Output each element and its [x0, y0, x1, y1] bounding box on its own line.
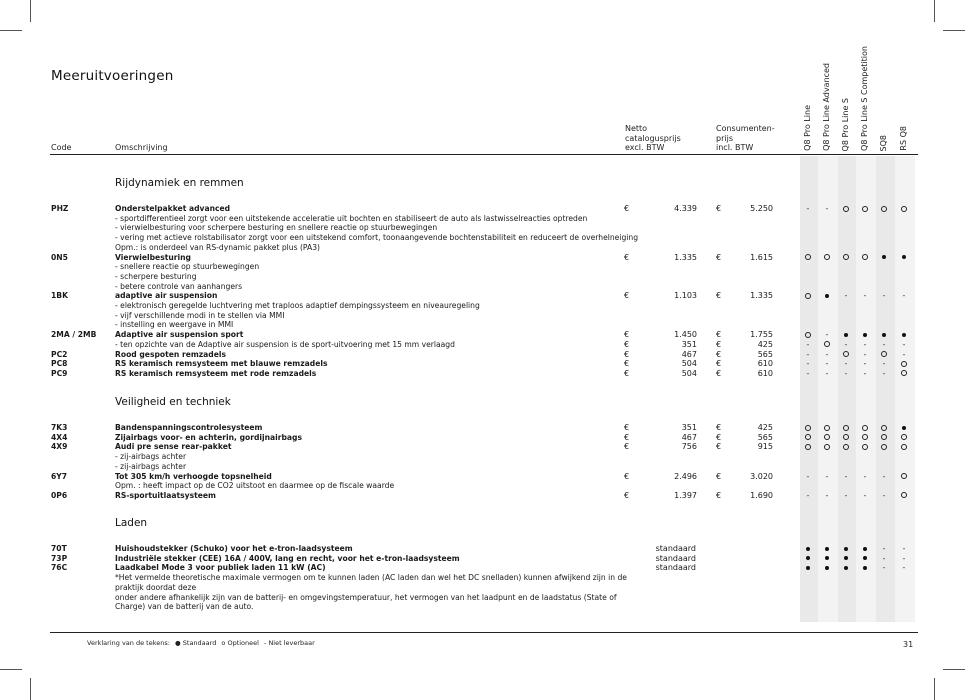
column-header-version: RS Q8 — [899, 126, 908, 151]
availability-mark — [897, 359, 911, 369]
legend — [87, 639, 315, 647]
footer-divider — [50, 632, 918, 633]
option-code: 0P6 — [51, 490, 68, 500]
availability-mark — [839, 472, 853, 482]
consumer-price: 1.615 — [750, 252, 773, 262]
availability-mark — [820, 359, 834, 369]
availability-mark — [820, 491, 834, 501]
net-price: 1.335 — [674, 252, 697, 262]
availability-mark — [839, 340, 853, 350]
section-title: Rijdynamiek en remmen — [115, 177, 244, 189]
availability-mark — [877, 369, 891, 379]
legend-unavailable: - Niet leverbaar — [264, 639, 315, 647]
option-detail: Charge) van de batterij van de auto. — [115, 602, 254, 612]
section-title: Laden — [115, 517, 148, 529]
consumer-price: 565 — [757, 432, 773, 442]
option-detail: - elektronisch geregelde luchtvering met traploos adaptief dempingssysteem en niveauregeling — [115, 301, 480, 310]
availability-mark — [801, 491, 815, 501]
crop-mark — [934, 678, 935, 700]
availability-mark — [897, 340, 911, 350]
availability-mark — [820, 340, 834, 350]
option-name: Adaptive air suspension sport — [115, 330, 244, 340]
option-name: Bandenspanningscontrolesysteem — [115, 423, 263, 432]
crop-mark — [0, 30, 22, 31]
consumer-price: 915 — [757, 442, 773, 452]
availability-mark — [820, 544, 834, 554]
availability-mark — [801, 563, 815, 573]
availability-mark — [839, 442, 853, 452]
option-code: PC2 — [51, 349, 68, 359]
availability-mark — [877, 340, 891, 350]
availability-mark — [801, 291, 815, 301]
consumer-price: 610 — [757, 368, 773, 378]
crop-mark — [943, 30, 965, 31]
availability-mark — [801, 369, 815, 379]
option-detail: - betere controle van aanhangers — [115, 281, 243, 291]
availability-mark — [858, 204, 872, 214]
availability-mark — [820, 442, 834, 452]
currency-symbol: € — [716, 368, 722, 378]
option-name: RS keramisch remsysteem met blauwe remzadels — [115, 359, 328, 369]
availability-mark — [820, 423, 834, 433]
availability-mark — [801, 340, 815, 350]
availability-mark — [839, 359, 853, 369]
currency-symbol: € — [624, 330, 630, 340]
option-detail: Opm.: is onderdeel van RS-dynamic pakket plus (PA3) — [115, 242, 320, 252]
net-price: 1.103 — [674, 291, 697, 301]
availability-mark — [839, 350, 853, 360]
availability-mark — [877, 563, 891, 573]
price-standard: standaard — [655, 544, 696, 553]
availability-mark — [877, 359, 891, 369]
availability-mark — [897, 369, 911, 379]
net-price: 504 — [681, 368, 697, 378]
net-price: 4.339 — [674, 204, 697, 213]
consumer-price: 5.250 — [750, 204, 773, 213]
currency-symbol: € — [716, 359, 722, 369]
section-title: Veiligheid en techniek — [115, 396, 231, 408]
availability-mark — [897, 204, 911, 214]
availability-mark — [897, 554, 911, 564]
availability-mark — [820, 350, 834, 360]
currency-symbol: € — [624, 423, 630, 432]
currency-symbol: € — [716, 339, 722, 349]
option-name: Zijairbags voor- en achterin, gordijnairbags — [115, 432, 302, 442]
availability-mark — [839, 369, 853, 379]
option-code: 1BK — [51, 291, 68, 301]
net-price: 351 — [681, 339, 697, 349]
option-detail: - scherpere besturing — [115, 271, 197, 281]
availability-mark — [801, 253, 815, 263]
net-price: 756 — [681, 442, 697, 452]
option-name: Industriële stekker (CEE) 16A / 400V, lang en recht, voor het e-tron-laadsysteem — [115, 553, 460, 563]
currency-symbol: € — [624, 291, 630, 301]
column-header-net-price: Netto catalogusprijs excl. BTW — [625, 124, 681, 152]
availability-mark — [858, 340, 872, 350]
net-price: 1.450 — [674, 330, 697, 340]
availability-mark — [858, 369, 872, 379]
legend-standard: ● Standaard — [175, 639, 217, 647]
availability-mark — [877, 423, 891, 433]
option-code: 4X9 — [51, 442, 68, 452]
option-code: 73P — [51, 553, 68, 563]
availability-mark — [801, 442, 815, 452]
consumer-price: 425 — [757, 339, 773, 349]
availability-mark — [820, 563, 834, 573]
availability-mark — [801, 433, 815, 443]
availability-mark — [877, 291, 891, 301]
availability-mark — [820, 472, 834, 482]
option-detail: - sportdifferentieel zorgt voor een uitstekende acceleratie uit bochten en stabiliseert de auto als lastwisselreacties optreden — [115, 213, 588, 223]
currency-symbol: € — [716, 471, 722, 481]
column-header-code: Code — [51, 143, 72, 152]
currency-symbol: € — [624, 359, 630, 369]
crop-mark — [30, 0, 31, 22]
option-code: 4X4 — [51, 432, 68, 442]
option-code: PHZ — [51, 204, 69, 213]
availability-mark — [820, 330, 834, 340]
currency-symbol: € — [716, 442, 722, 452]
consumer-price: 1.690 — [750, 490, 773, 500]
availability-mark — [877, 330, 891, 340]
availability-mark — [858, 491, 872, 501]
availability-mark — [877, 253, 891, 263]
availability-mark — [858, 554, 872, 564]
option-name: Rood gespoten remzadels — [115, 349, 227, 359]
availability-mark — [858, 253, 872, 263]
column-header-version: Q8 Pro Line — [803, 105, 812, 151]
option-code: 70T — [51, 544, 67, 553]
option-detail: - ten opzichte van de Adaptive air suspension is de sport-uitvoering met 15 mm verlaagd — [115, 339, 455, 349]
net-price: 504 — [681, 359, 697, 369]
column-header-description: Omschrijving — [115, 143, 168, 152]
option-code: PC8 — [51, 359, 68, 369]
availability-mark — [839, 491, 853, 501]
net-price: 467 — [681, 432, 697, 442]
option-code: PC9 — [51, 368, 68, 378]
availability-mark — [801, 359, 815, 369]
option-name: Laadkabel Mode 3 voor publiek laden 11 kW (AC) — [115, 563, 326, 573]
price-standard: standaard — [655, 553, 696, 563]
currency-symbol: € — [624, 442, 630, 452]
availability-mark — [877, 491, 891, 501]
option-detail: - vijf verschillende modi in te stellen via MMI — [115, 310, 285, 320]
option-detail: onder andere afhankelijk zijn van de batterij- en omgevingstemperatuur, het vermogen van het laadpunt en de laadstatus (State of — [115, 592, 617, 602]
availability-mark — [839, 544, 853, 554]
currency-symbol: € — [624, 432, 630, 442]
availability-mark — [820, 253, 834, 263]
currency-symbol: € — [716, 423, 722, 432]
availability-mark — [858, 544, 872, 554]
availability-mark — [801, 204, 815, 214]
availability-mark — [858, 423, 872, 433]
option-name: Tot 305 km/h verhoogde topsnelheid — [115, 471, 272, 481]
availability-mark — [839, 433, 853, 443]
price-standard: standaard — [655, 563, 696, 573]
availability-mark — [801, 472, 815, 482]
availability-mark — [897, 350, 911, 360]
availability-mark — [801, 554, 815, 564]
crop-mark — [30, 678, 31, 700]
availability-mark — [897, 442, 911, 452]
availability-mark — [820, 204, 834, 214]
availability-mark — [858, 472, 872, 482]
crop-mark — [0, 669, 22, 670]
option-name: Vierwielbesturing — [115, 252, 191, 262]
option-detail: - vering met actieve rolstabilisator zorgt voor een uitstekend comfort, toonaangevende bochtenstabiliteit en reduceert de overhelneiging — [115, 233, 639, 243]
option-detail: - snellere reactie op stuurbewegingen — [115, 262, 260, 272]
header-divider — [50, 154, 918, 155]
availability-mark — [839, 330, 853, 340]
column-header-version: Q8 Pro Line S Competition — [860, 46, 869, 151]
currency-symbol: € — [624, 490, 630, 500]
legend-optional: o Optioneel — [221, 639, 259, 647]
availability-mark — [877, 442, 891, 452]
availability-mark — [897, 291, 911, 301]
column-header-version: Q8 Pro Line S — [841, 97, 850, 151]
option-name: RS-sportuitlaatsysteem — [115, 490, 216, 500]
consumer-price: 425 — [757, 423, 773, 432]
page-number: 31 — [903, 640, 914, 649]
currency-symbol: € — [624, 471, 630, 481]
column-header-consumer-price: Consumenten- prijs incl. BTW — [716, 124, 775, 152]
currency-symbol: € — [624, 339, 630, 349]
availability-mark — [897, 423, 911, 433]
availability-mark — [820, 554, 834, 564]
availability-mark — [877, 472, 891, 482]
currency-symbol: € — [624, 349, 630, 359]
availability-mark — [877, 204, 891, 214]
availability-mark — [877, 433, 891, 443]
net-price: 2.496 — [674, 471, 697, 481]
availability-mark — [858, 359, 872, 369]
consumer-price: 565 — [757, 349, 773, 359]
currency-symbol: € — [716, 349, 722, 359]
option-detail: praktijk doordat deze — [115, 582, 197, 592]
consumer-price: 1.755 — [750, 330, 773, 340]
availability-mark — [858, 442, 872, 452]
option-name: RS keramisch remsysteem met rode remzadels — [115, 368, 317, 378]
availability-mark — [820, 291, 834, 301]
availability-mark — [801, 350, 815, 360]
availability-mark — [877, 544, 891, 554]
currency-symbol: € — [716, 291, 722, 301]
option-code: 2MA / 2MB — [51, 330, 97, 340]
availability-mark — [897, 563, 911, 573]
availability-mark — [897, 433, 911, 443]
availability-mark — [858, 563, 872, 573]
page-title: Meeruitvoeringen — [51, 68, 174, 84]
currency-symbol: € — [624, 368, 630, 378]
crop-mark — [934, 0, 935, 22]
availability-mark — [877, 350, 891, 360]
crop-mark — [943, 669, 965, 670]
currency-symbol: € — [716, 204, 722, 213]
column-header-version: Q8 Pro Line Advanced — [822, 63, 831, 151]
currency-symbol: € — [716, 490, 722, 500]
availability-mark — [839, 253, 853, 263]
availability-mark — [820, 433, 834, 443]
availability-mark — [858, 330, 872, 340]
consumer-price: 1.335 — [750, 291, 773, 301]
net-price: 351 — [681, 423, 697, 432]
option-detail: - zij-airbags achter — [115, 461, 187, 471]
option-code: 7K3 — [51, 423, 68, 432]
availability-mark — [801, 544, 815, 554]
availability-mark — [839, 563, 853, 573]
option-code: 6Y7 — [51, 471, 68, 481]
legend-label: Verklaring van de tekens: — [87, 639, 170, 647]
option-name: adaptive air suspension — [115, 291, 218, 301]
net-price: 467 — [681, 349, 697, 359]
availability-mark — [897, 491, 911, 501]
availability-mark — [897, 330, 911, 340]
availability-mark — [897, 253, 911, 263]
option-code: 76C — [51, 563, 68, 573]
availability-mark — [820, 369, 834, 379]
availability-mark — [877, 554, 891, 564]
column-header-version: SQ8 — [879, 134, 888, 151]
consumer-price: 610 — [757, 359, 773, 369]
option-detail: *Het vermelde theoretische maximale vermogen om te kunnen laden (AC laden dan wel het DC snelladen) kunnen afwijkend zijn in de — [115, 573, 627, 583]
availability-mark — [839, 204, 853, 214]
availability-mark — [897, 472, 911, 482]
net-price: 1.397 — [674, 490, 697, 500]
option-detail: - zij-airbags achter — [115, 452, 187, 462]
availability-mark — [801, 330, 815, 340]
currency-symbol: € — [624, 252, 630, 262]
currency-symbol: € — [716, 252, 722, 262]
availability-mark — [858, 291, 872, 301]
option-code: 0N5 — [51, 252, 68, 262]
option-name: Audi pre sense rear-pakket — [115, 442, 232, 452]
option-name: Huishoudstekker (Schuko) voor het e-tron-laadsysteem — [115, 544, 353, 553]
availability-mark — [858, 433, 872, 443]
option-detail: - instelling en weergave in MMI — [115, 320, 234, 330]
availability-mark — [897, 544, 911, 554]
availability-mark — [801, 423, 815, 433]
currency-symbol: € — [624, 204, 630, 213]
availability-mark — [858, 350, 872, 360]
currency-symbol: € — [716, 432, 722, 442]
option-detail: Opm. : heeft impact op de CO2 uitstoot en daarmee op de fiscale waarde — [115, 481, 395, 491]
currency-symbol: € — [716, 330, 722, 340]
availability-mark — [839, 554, 853, 564]
option-name: Onderstelpakket advanced — [115, 204, 231, 213]
availability-mark — [839, 423, 853, 433]
consumer-price: 3.020 — [750, 471, 773, 481]
availability-mark — [839, 291, 853, 301]
option-detail: - vierwielbesturing voor scherpere besturing en snellere reactie op stuurbewegingen — [115, 223, 438, 233]
